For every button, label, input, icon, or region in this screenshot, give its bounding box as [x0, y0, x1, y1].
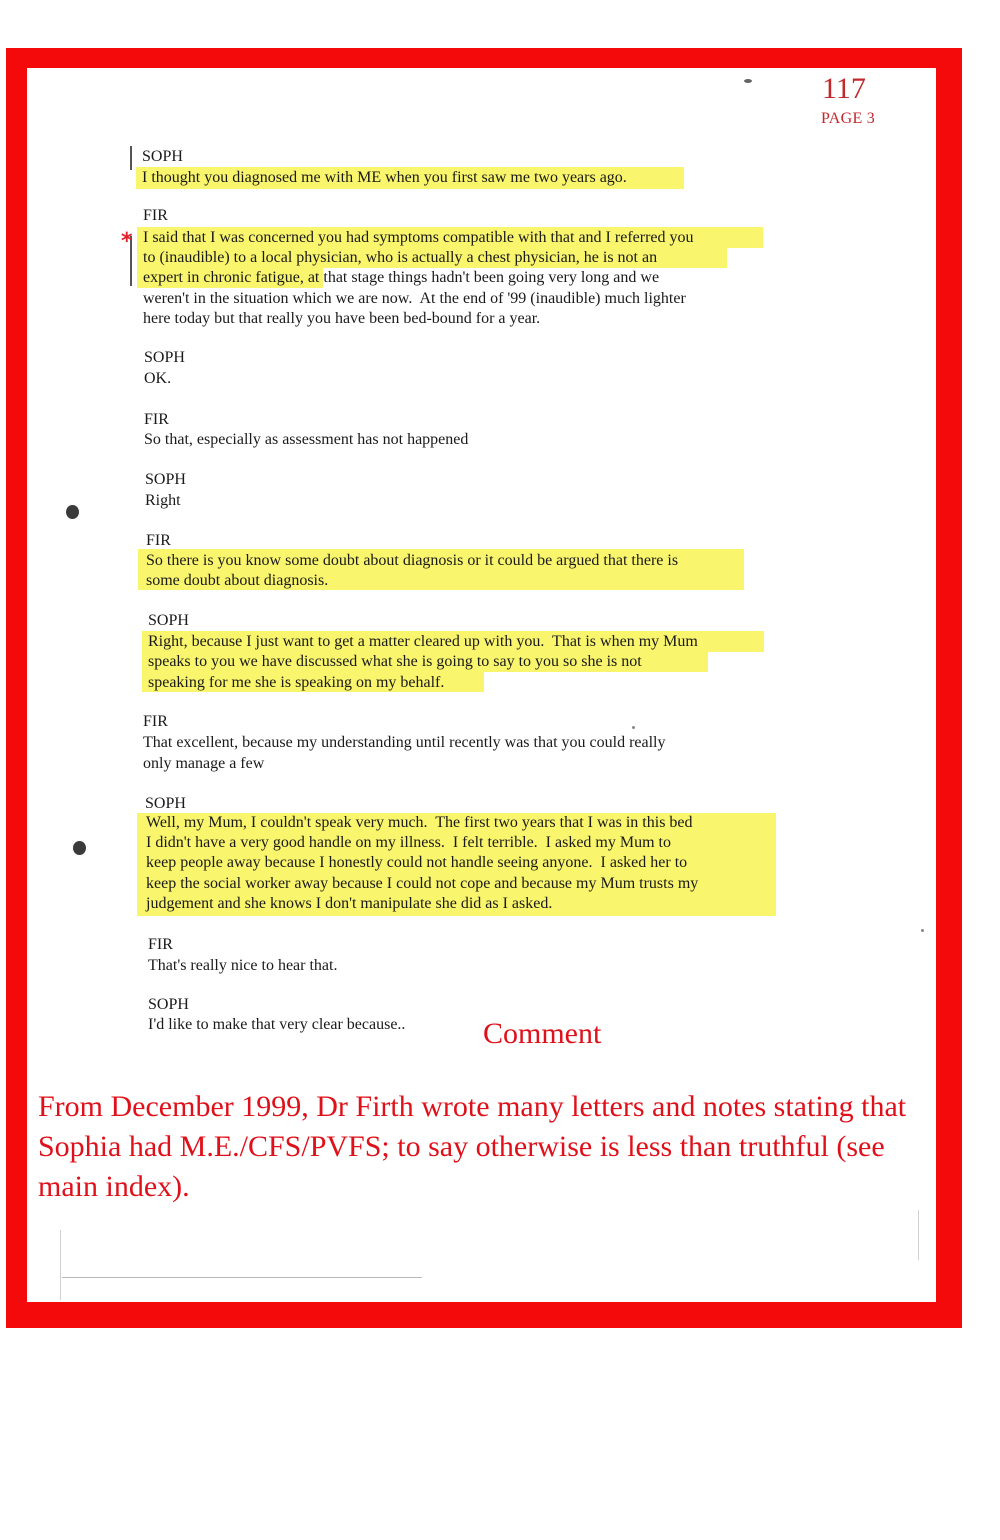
comment-title: Comment: [483, 1017, 602, 1050]
speaker-label: FIR: [143, 207, 168, 224]
speaker-label: SOPH: [145, 795, 186, 812]
transcript-line: speaking for me she is speaking on my behalf.: [148, 674, 445, 691]
page-label: PAGE 3: [821, 110, 876, 127]
transcript-line: judgement and she knows I don't manipulate she did as I asked.: [146, 895, 553, 912]
asterisk-marker: *: [121, 229, 133, 254]
transcript-line: I didn't have a very good handle on my illness. I felt terrible. I asked my Mum to: [146, 834, 671, 851]
scan-speck: [744, 79, 752, 83]
scan-speck: [632, 726, 635, 729]
transcript-line: Well, my Mum, I couldn't speak very much. The first two years that I was in this bed: [146, 814, 693, 831]
transcript-line: weren't in the situation which we are now. At the end of '99 (inaudible) much lighter: [143, 290, 686, 307]
speaker-label: SOPH: [145, 471, 186, 488]
hole-punch-mark: [66, 505, 79, 519]
margin-bracket: [130, 146, 132, 170]
transcript-line: I said that I was concerned you had symptoms compatible with that and I referred you: [143, 229, 694, 246]
transcript-line: I'd like to make that very clear because..: [148, 1016, 406, 1033]
scan-speck: [921, 929, 924, 932]
transcript-line: So there is you know some doubt about diagnosis or it could be argued that there is: [146, 552, 679, 569]
speaker-label: FIR: [146, 532, 171, 549]
speaker-label: FIR: [148, 936, 173, 953]
transcript-line: That excellent, because my understanding until recently was that you could really: [143, 734, 666, 751]
transcript-line: OK.: [144, 370, 172, 387]
transcript-line: I thought you diagnosed me with ME when you first saw me two years ago.: [142, 169, 627, 186]
transcript-line: That's really nice to hear that.: [148, 957, 338, 974]
transcript-line: speaks to you we have discussed what she is going to say to you so she is not: [148, 653, 642, 670]
transcript-line: So that, especially as assessment has not happened: [144, 431, 469, 448]
speaker-label: SOPH: [148, 996, 189, 1013]
transcript-line: keep people away because I honestly could not handle seeing anyone. I asked her to: [146, 854, 688, 871]
transcript-line: to (inaudible) to a local physician, who is actually a chest physician, he is not an: [143, 249, 658, 266]
scan-artifact-edge: [60, 1230, 61, 1300]
comment-body: From December 1999, Dr Firth wrote many letters and notes stating that Sophia had M.E./CFS/PVFS; to say otherwise is less than truthful (see main index).: [38, 1090, 907, 1203]
hole-punch-mark: [73, 841, 86, 855]
transcript-line: only manage a few: [143, 755, 265, 772]
speaker-label: FIR: [143, 713, 168, 730]
speaker-label: SOPH: [144, 349, 185, 366]
transcript-line: some doubt about diagnosis.: [146, 572, 329, 589]
scan-artifact-edge: [918, 1210, 919, 1260]
transcript-line: here today but that really you have been bed-bound for a year.: [143, 310, 541, 327]
page-number: 117: [822, 72, 866, 105]
speaker-label: SOPH: [148, 612, 189, 629]
transcript-line: Right: [145, 492, 181, 509]
speaker-label: SOPH: [142, 148, 183, 165]
transcript-line: keep the social worker away because I could not cope and because my Mum trusts my: [146, 875, 699, 892]
scan-artifact-line: [62, 1277, 422, 1278]
transcript-line: Right, because I just want to get a matter cleared up with you. That is when my Mum: [148, 633, 698, 650]
speaker-label: FIR: [144, 411, 169, 428]
transcript-line: expert in chronic fatigue, at that stage things hadn't been going very long and we: [143, 269, 660, 286]
